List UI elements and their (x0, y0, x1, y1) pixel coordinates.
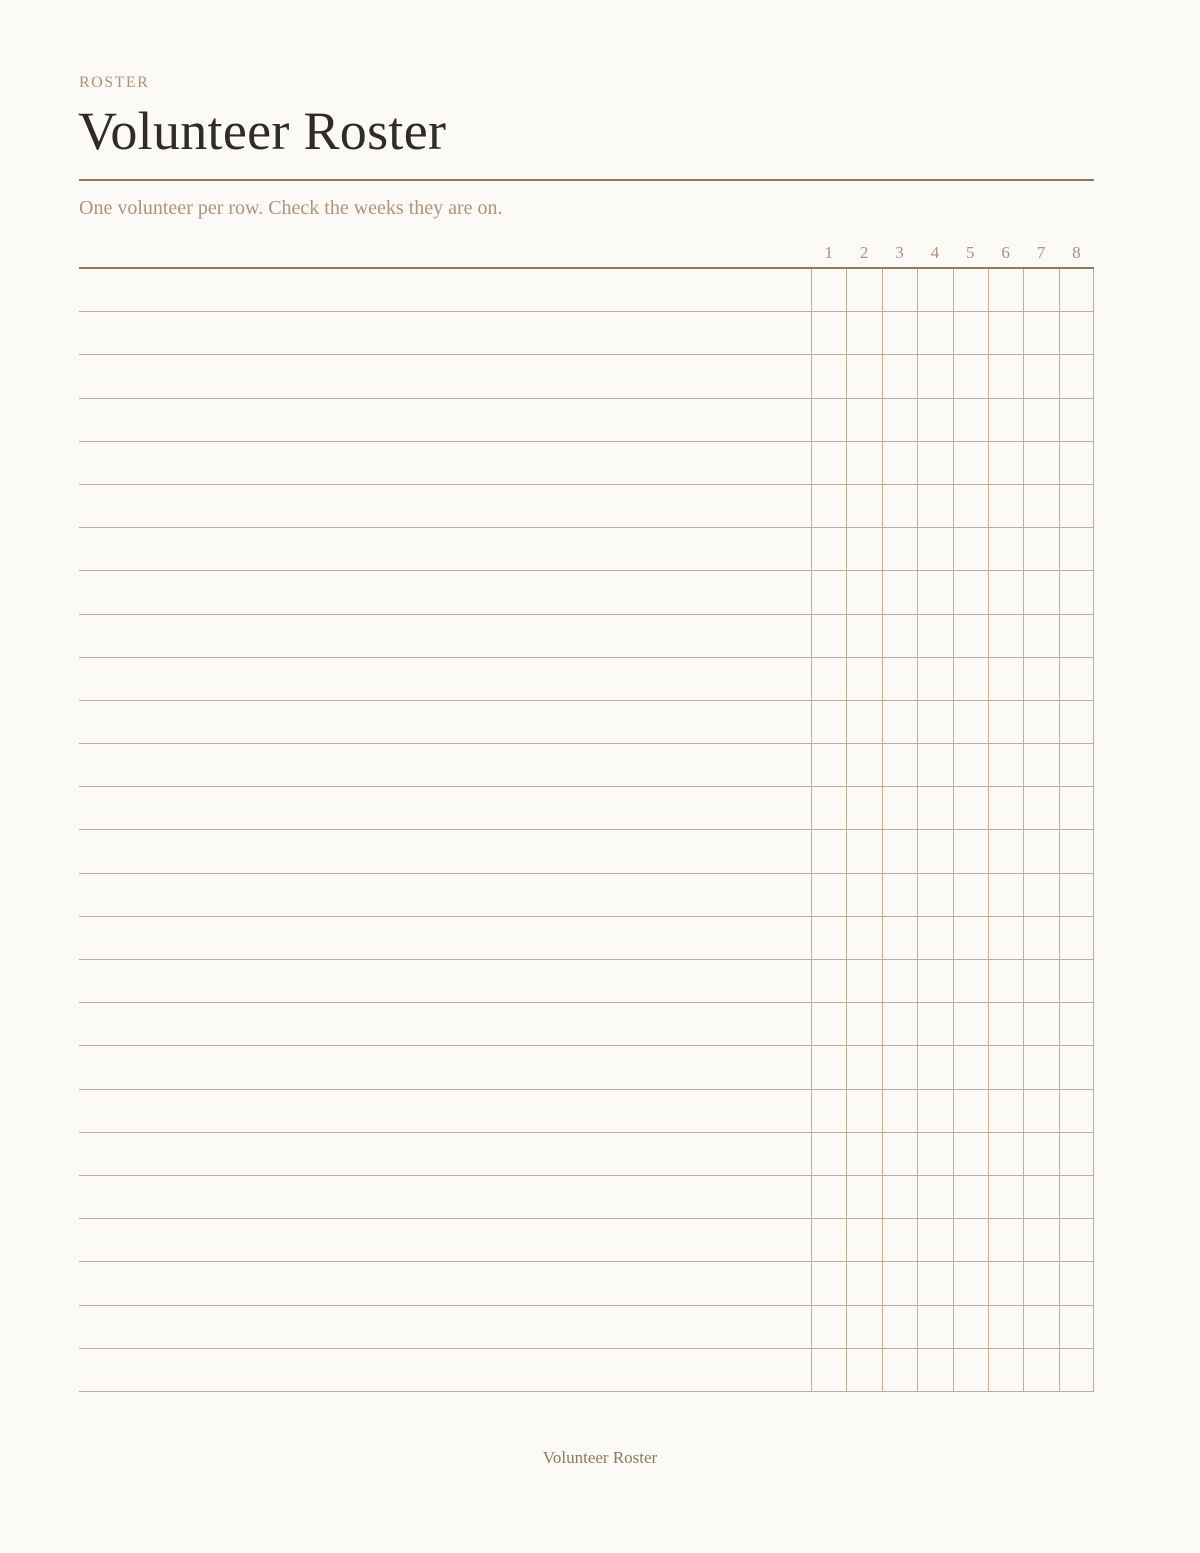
week-checkbox-5[interactable] (953, 269, 988, 311)
table-row (79, 701, 1094, 744)
week-checkbox-6[interactable] (988, 485, 1023, 527)
table-row (79, 1349, 1094, 1392)
week-checkbox-7[interactable] (1023, 1176, 1058, 1218)
week-checkbox-4[interactable] (917, 399, 952, 441)
volunteer-name-cell[interactable] (79, 960, 811, 1002)
week-checkbox-5[interactable] (953, 658, 988, 700)
volunteer-name-cell[interactable] (79, 399, 811, 441)
week-checkbox-2[interactable] (846, 701, 881, 743)
week-checkbox-8[interactable] (1059, 1003, 1094, 1045)
week-checkbox-2[interactable] (846, 571, 881, 613)
week-header-5: 5 (965, 243, 975, 262)
week-checkbox-7[interactable] (1023, 1306, 1058, 1348)
week-checkbox-4[interactable] (917, 1349, 952, 1391)
week-checkbox-3[interactable] (882, 312, 917, 354)
week-checkbox-4[interactable] (917, 874, 952, 916)
volunteer-name-cell[interactable] (79, 485, 811, 527)
week-checkbox-6[interactable] (988, 787, 1023, 829)
volunteer-name-cell[interactable] (79, 830, 811, 872)
week-checkbox-3[interactable] (882, 1349, 917, 1391)
week-checkbox-2[interactable] (846, 874, 881, 916)
volunteer-name-cell[interactable] (79, 787, 811, 829)
volunteer-name-cell[interactable] (79, 269, 811, 311)
week-checkbox-1[interactable] (811, 528, 846, 570)
week-header-2: 2 (859, 243, 869, 262)
week-checkbox-1[interactable] (811, 1349, 846, 1391)
table-row (79, 658, 1094, 701)
week-checkbox-2[interactable] (846, 442, 881, 484)
table-row (79, 830, 1094, 873)
week-checkbox-3[interactable] (882, 615, 917, 657)
week-checkbox-5[interactable] (953, 1090, 988, 1132)
week-checkbox-1[interactable] (811, 744, 846, 786)
week-checkbox-8[interactable] (1059, 1046, 1094, 1088)
week-checkbox-6[interactable] (988, 1219, 1023, 1261)
week-checkbox-6[interactable] (988, 269, 1023, 311)
week-checkbox-5[interactable] (953, 442, 988, 484)
week-checkbox-2[interactable] (846, 355, 881, 397)
week-checkbox-7[interactable] (1023, 442, 1058, 484)
week-checkbox-6[interactable] (988, 744, 1023, 786)
week-checkbox-3[interactable] (882, 485, 917, 527)
week-checkbox-1[interactable] (811, 658, 846, 700)
week-checkbox-7[interactable] (1023, 399, 1058, 441)
volunteer-name-cell[interactable] (79, 1090, 811, 1132)
table-row (79, 1219, 1094, 1262)
week-checkbox-6[interactable] (988, 1306, 1023, 1348)
table-row (79, 269, 1094, 312)
week-checkbox-3[interactable] (882, 528, 917, 570)
week-checkbox-8[interactable] (1059, 1262, 1094, 1304)
week-checkbox-7[interactable] (1023, 830, 1058, 872)
week-checkbox-7[interactable] (1023, 1262, 1058, 1304)
week-checkbox-1[interactable] (811, 1003, 846, 1045)
week-checkbox-2[interactable] (846, 1090, 881, 1132)
week-checkbox-6[interactable] (988, 1262, 1023, 1304)
week-checkbox-3[interactable] (882, 1133, 917, 1175)
page-eyebrow: ROSTER (79, 74, 150, 91)
volunteer-name-cell[interactable] (79, 658, 811, 700)
week-checkbox-7[interactable] (1023, 917, 1058, 959)
week-header-8: 8 (1072, 243, 1081, 262)
week-checkbox-1[interactable] (811, 269, 846, 311)
table-row (79, 744, 1094, 787)
volunteer-name-cell[interactable] (79, 571, 811, 613)
volunteer-name-cell[interactable] (79, 528, 811, 570)
week-checkbox-8[interactable] (1059, 485, 1094, 527)
volunteer-name-cell[interactable] (79, 1306, 811, 1348)
week-checkbox-7[interactable] (1023, 571, 1058, 613)
week-checkbox-8[interactable] (1059, 960, 1094, 1002)
week-checkbox-5[interactable] (953, 1133, 988, 1175)
instructions-text: One volunteer per row. Check the weeks they are on. (79, 197, 503, 219)
week-checkbox-1[interactable] (811, 1176, 846, 1218)
page-footer: Volunteer Roster (542, 1448, 658, 1467)
table-row (79, 355, 1094, 398)
week-checkbox-3[interactable] (882, 1262, 917, 1304)
week-checkbox-6[interactable] (988, 874, 1023, 916)
volunteer-name-cell[interactable] (79, 355, 811, 397)
week-checkbox-2[interactable] (846, 615, 881, 657)
week-checkbox-5[interactable] (953, 830, 988, 872)
week-checkbox-2[interactable] (846, 658, 881, 700)
week-checkbox-8[interactable] (1059, 1090, 1094, 1132)
table-row (79, 1090, 1094, 1133)
week-checkbox-1[interactable] (811, 571, 846, 613)
week-checkbox-6[interactable] (988, 917, 1023, 959)
table-row (79, 1262, 1094, 1305)
week-checkbox-3[interactable] (882, 917, 917, 959)
table-row (79, 312, 1094, 355)
table-row (79, 1133, 1094, 1176)
week-checkbox-7[interactable] (1023, 528, 1058, 570)
table-row (79, 485, 1094, 528)
week-checkbox-7[interactable] (1023, 1046, 1058, 1088)
volunteer-name-cell[interactable] (79, 874, 811, 916)
week-checkbox-8[interactable] (1059, 787, 1094, 829)
week-checkbox-3[interactable] (882, 658, 917, 700)
week-checkbox-4[interactable] (917, 701, 952, 743)
week-checkbox-4[interactable] (917, 1003, 952, 1045)
week-checkbox-4[interactable] (917, 744, 952, 786)
volunteer-name-cell[interactable] (79, 1219, 811, 1261)
week-checkbox-2[interactable] (846, 917, 881, 959)
week-checkbox-3[interactable] (882, 1306, 917, 1348)
week-checkbox-4[interactable] (917, 269, 952, 311)
week-checkbox-8[interactable] (1059, 615, 1094, 657)
week-checkbox-5[interactable] (953, 874, 988, 916)
volunteer-name-cell[interactable] (79, 701, 811, 743)
week-checkbox-1[interactable] (811, 399, 846, 441)
week-checkbox-3[interactable] (882, 1090, 917, 1132)
week-checkbox-4[interactable] (917, 830, 952, 872)
volunteer-name-cell[interactable] (79, 442, 811, 484)
week-checkbox-1[interactable] (811, 1262, 846, 1304)
week-checkbox-8[interactable] (1059, 830, 1094, 872)
week-header-7: 7 (1036, 243, 1046, 262)
title-divider (79, 179, 1094, 181)
week-checkbox-5[interactable] (953, 1046, 988, 1088)
week-checkbox-4[interactable] (917, 1262, 952, 1304)
week-checkbox-1[interactable] (811, 1046, 846, 1088)
week-checkbox-1[interactable] (811, 1219, 846, 1261)
week-checkbox-5[interactable] (953, 917, 988, 959)
week-checkbox-3[interactable] (882, 1176, 917, 1218)
week-checkbox-1[interactable] (811, 917, 846, 959)
week-checkbox-3[interactable] (882, 399, 917, 441)
week-checkbox-6[interactable] (988, 1176, 1023, 1218)
week-checkbox-6[interactable] (988, 399, 1023, 441)
week-checkbox-7[interactable] (1023, 658, 1058, 700)
week-checkbox-5[interactable] (953, 355, 988, 397)
week-checkbox-1[interactable] (811, 830, 846, 872)
volunteer-name-cell[interactable] (79, 1003, 811, 1045)
week-checkbox-3[interactable] (882, 787, 917, 829)
week-checkbox-3[interactable] (882, 701, 917, 743)
week-checkbox-6[interactable] (988, 658, 1023, 700)
week-checkbox-3[interactable] (882, 355, 917, 397)
week-header-3: 3 (895, 243, 904, 262)
week-header-4: 4 (930, 243, 940, 262)
week-checkbox-1[interactable] (811, 1090, 846, 1132)
week-checkbox-6[interactable] (988, 1349, 1023, 1391)
week-checkbox-8[interactable] (1059, 658, 1094, 700)
week-checkbox-3[interactable] (882, 1219, 917, 1261)
week-checkbox-1[interactable] (811, 615, 846, 657)
week-checkbox-2[interactable] (846, 1003, 881, 1045)
week-checkbox-7[interactable] (1023, 874, 1058, 916)
week-checkbox-8[interactable] (1059, 701, 1094, 743)
week-checkbox-8[interactable] (1059, 399, 1094, 441)
week-checkbox-4[interactable] (917, 1176, 952, 1218)
week-checkbox-2[interactable] (846, 269, 881, 311)
week-checkbox-7[interactable] (1023, 701, 1058, 743)
week-checkbox-2[interactable] (846, 744, 881, 786)
week-checkbox-5[interactable] (953, 744, 988, 786)
table-row (79, 615, 1094, 658)
week-checkbox-4[interactable] (917, 485, 952, 527)
week-checkbox-6[interactable] (988, 528, 1023, 570)
week-checkbox-3[interactable] (882, 960, 917, 1002)
week-checkbox-6[interactable] (988, 355, 1023, 397)
week-checkbox-5[interactable] (953, 1219, 988, 1261)
week-checkbox-4[interactable] (917, 658, 952, 700)
week-checkbox-1[interactable] (811, 874, 846, 916)
week-checkbox-7[interactable] (1023, 744, 1058, 786)
week-checkbox-1[interactable] (811, 960, 846, 1002)
week-checkbox-5[interactable] (953, 399, 988, 441)
week-checkbox-6[interactable] (988, 1090, 1023, 1132)
week-checkbox-8[interactable] (1059, 442, 1094, 484)
week-checkbox-7[interactable] (1023, 1349, 1058, 1391)
week-checkbox-3[interactable] (882, 1046, 917, 1088)
week-checkbox-4[interactable] (917, 442, 952, 484)
week-checkbox-4[interactable] (917, 787, 952, 829)
week-checkbox-8[interactable] (1059, 1306, 1094, 1348)
week-checkbox-6[interactable] (988, 1003, 1023, 1045)
week-checkbox-4[interactable] (917, 917, 952, 959)
week-checkbox-6[interactable] (988, 960, 1023, 1002)
week-checkbox-7[interactable] (1023, 960, 1058, 1002)
page-title: Volunteer Roster (78, 101, 447, 161)
week-checkbox-6[interactable] (988, 830, 1023, 872)
volunteer-name-cell[interactable] (79, 312, 811, 354)
week-checkbox-6[interactable] (988, 615, 1023, 657)
week-checkbox-7[interactable] (1023, 269, 1058, 311)
week-checkbox-7[interactable] (1023, 1133, 1058, 1175)
week-checkbox-5[interactable] (953, 1003, 988, 1045)
week-checkbox-7[interactable] (1023, 312, 1058, 354)
week-checkbox-6[interactable] (988, 1046, 1023, 1088)
table-row (79, 917, 1094, 960)
week-checkbox-4[interactable] (917, 960, 952, 1002)
week-checkbox-5[interactable] (953, 1306, 988, 1348)
week-checkbox-6[interactable] (988, 312, 1023, 354)
table-row (79, 1046, 1094, 1089)
volunteer-name-cell[interactable] (79, 744, 811, 786)
week-checkbox-2[interactable] (846, 312, 881, 354)
week-checkbox-6[interactable] (988, 442, 1023, 484)
week-checkbox-5[interactable] (953, 960, 988, 1002)
week-checkbox-5[interactable] (953, 787, 988, 829)
week-checkbox-5[interactable] (953, 1349, 988, 1391)
week-checkbox-4[interactable] (917, 1219, 952, 1261)
week-checkbox-6[interactable] (988, 1133, 1023, 1175)
week-checkbox-7[interactable] (1023, 1003, 1058, 1045)
week-checkbox-1[interactable] (811, 701, 846, 743)
volunteer-name-cell[interactable] (79, 1046, 811, 1088)
week-checkbox-8[interactable] (1059, 528, 1094, 570)
week-checkbox-7[interactable] (1023, 355, 1058, 397)
week-checkbox-3[interactable] (882, 442, 917, 484)
volunteer-name-cell[interactable] (79, 1262, 811, 1304)
week-checkbox-7[interactable] (1023, 615, 1058, 657)
week-checkbox-3[interactable] (882, 830, 917, 872)
week-checkbox-8[interactable] (1059, 744, 1094, 786)
week-checkbox-8[interactable] (1059, 1176, 1094, 1218)
volunteer-name-cell[interactable] (79, 917, 811, 959)
table-row (79, 960, 1094, 1003)
table-row (79, 399, 1094, 442)
week-checkbox-8[interactable] (1059, 269, 1094, 311)
week-checkbox-4[interactable] (917, 1046, 952, 1088)
week-checkbox-6[interactable] (988, 701, 1023, 743)
week-column-headers (811, 241, 1094, 265)
week-checkbox-2[interactable] (846, 1219, 881, 1261)
week-header-1: 1 (824, 243, 833, 262)
week-checkbox-8[interactable] (1059, 355, 1094, 397)
week-checkbox-7[interactable] (1023, 1090, 1058, 1132)
table-row (79, 1176, 1094, 1219)
week-checkbox-8[interactable] (1059, 917, 1094, 959)
week-checkbox-3[interactable] (882, 571, 917, 613)
week-checkbox-8[interactable] (1059, 1219, 1094, 1261)
week-checkbox-5[interactable] (953, 528, 988, 570)
week-checkbox-4[interactable] (917, 312, 952, 354)
week-checkbox-3[interactable] (882, 874, 917, 916)
roster-table (79, 269, 1094, 1392)
week-checkbox-7[interactable] (1023, 485, 1058, 527)
week-checkbox-5[interactable] (953, 1262, 988, 1304)
week-checkbox-5[interactable] (953, 615, 988, 657)
week-checkbox-4[interactable] (917, 615, 952, 657)
week-checkbox-7[interactable] (1023, 1219, 1058, 1261)
week-checkbox-2[interactable] (846, 1133, 881, 1175)
week-checkbox-4[interactable] (917, 355, 952, 397)
week-checkbox-8[interactable] (1059, 1349, 1094, 1391)
week-checkbox-6[interactable] (988, 571, 1023, 613)
week-checkbox-4[interactable] (917, 571, 952, 613)
table-row (79, 528, 1094, 571)
week-checkbox-3[interactable] (882, 1003, 917, 1045)
week-checkbox-2[interactable] (846, 1046, 881, 1088)
volunteer-name-cell[interactable] (79, 615, 811, 657)
table-row (79, 571, 1094, 614)
week-checkbox-3[interactable] (882, 269, 917, 311)
week-checkbox-1[interactable] (811, 485, 846, 527)
week-checkbox-1[interactable] (811, 312, 846, 354)
week-header-6: 6 (1001, 243, 1010, 262)
week-checkbox-5[interactable] (953, 312, 988, 354)
week-checkbox-2[interactable] (846, 1176, 881, 1218)
week-checkbox-2[interactable] (846, 528, 881, 570)
table-row (79, 1306, 1094, 1349)
week-checkbox-5[interactable] (953, 701, 988, 743)
week-checkbox-1[interactable] (811, 355, 846, 397)
week-checkbox-4[interactable] (917, 1090, 952, 1132)
week-checkbox-2[interactable] (846, 1262, 881, 1304)
week-checkbox-1[interactable] (811, 1133, 846, 1175)
week-checkbox-8[interactable] (1059, 874, 1094, 916)
week-checkbox-7[interactable] (1023, 787, 1058, 829)
week-checkbox-5[interactable] (953, 485, 988, 527)
table-row (79, 874, 1094, 917)
week-checkbox-2[interactable] (846, 960, 881, 1002)
week-checkbox-2[interactable] (846, 830, 881, 872)
week-checkbox-2[interactable] (846, 1349, 881, 1391)
week-checkbox-2[interactable] (846, 787, 881, 829)
table-row (79, 787, 1094, 830)
volunteer-name-cell[interactable] (79, 1133, 811, 1175)
week-checkbox-4[interactable] (917, 528, 952, 570)
week-checkbox-2[interactable] (846, 399, 881, 441)
week-checkbox-4[interactable] (917, 1306, 952, 1348)
week-checkbox-4[interactable] (917, 1133, 952, 1175)
table-row (79, 442, 1094, 485)
week-checkbox-1[interactable] (811, 787, 846, 829)
week-checkbox-8[interactable] (1059, 312, 1094, 354)
volunteer-name-cell[interactable] (79, 1176, 811, 1218)
volunteer-name-cell[interactable] (79, 1349, 811, 1391)
week-checkbox-2[interactable] (846, 1306, 881, 1348)
week-checkbox-8[interactable] (1059, 1133, 1094, 1175)
week-checkbox-1[interactable] (811, 1306, 846, 1348)
week-checkbox-1[interactable] (811, 442, 846, 484)
week-checkbox-5[interactable] (953, 571, 988, 613)
week-checkbox-2[interactable] (846, 485, 881, 527)
week-checkbox-3[interactable] (882, 744, 917, 786)
week-checkbox-8[interactable] (1059, 571, 1094, 613)
table-row (79, 1003, 1094, 1046)
week-checkbox-5[interactable] (953, 1176, 988, 1218)
